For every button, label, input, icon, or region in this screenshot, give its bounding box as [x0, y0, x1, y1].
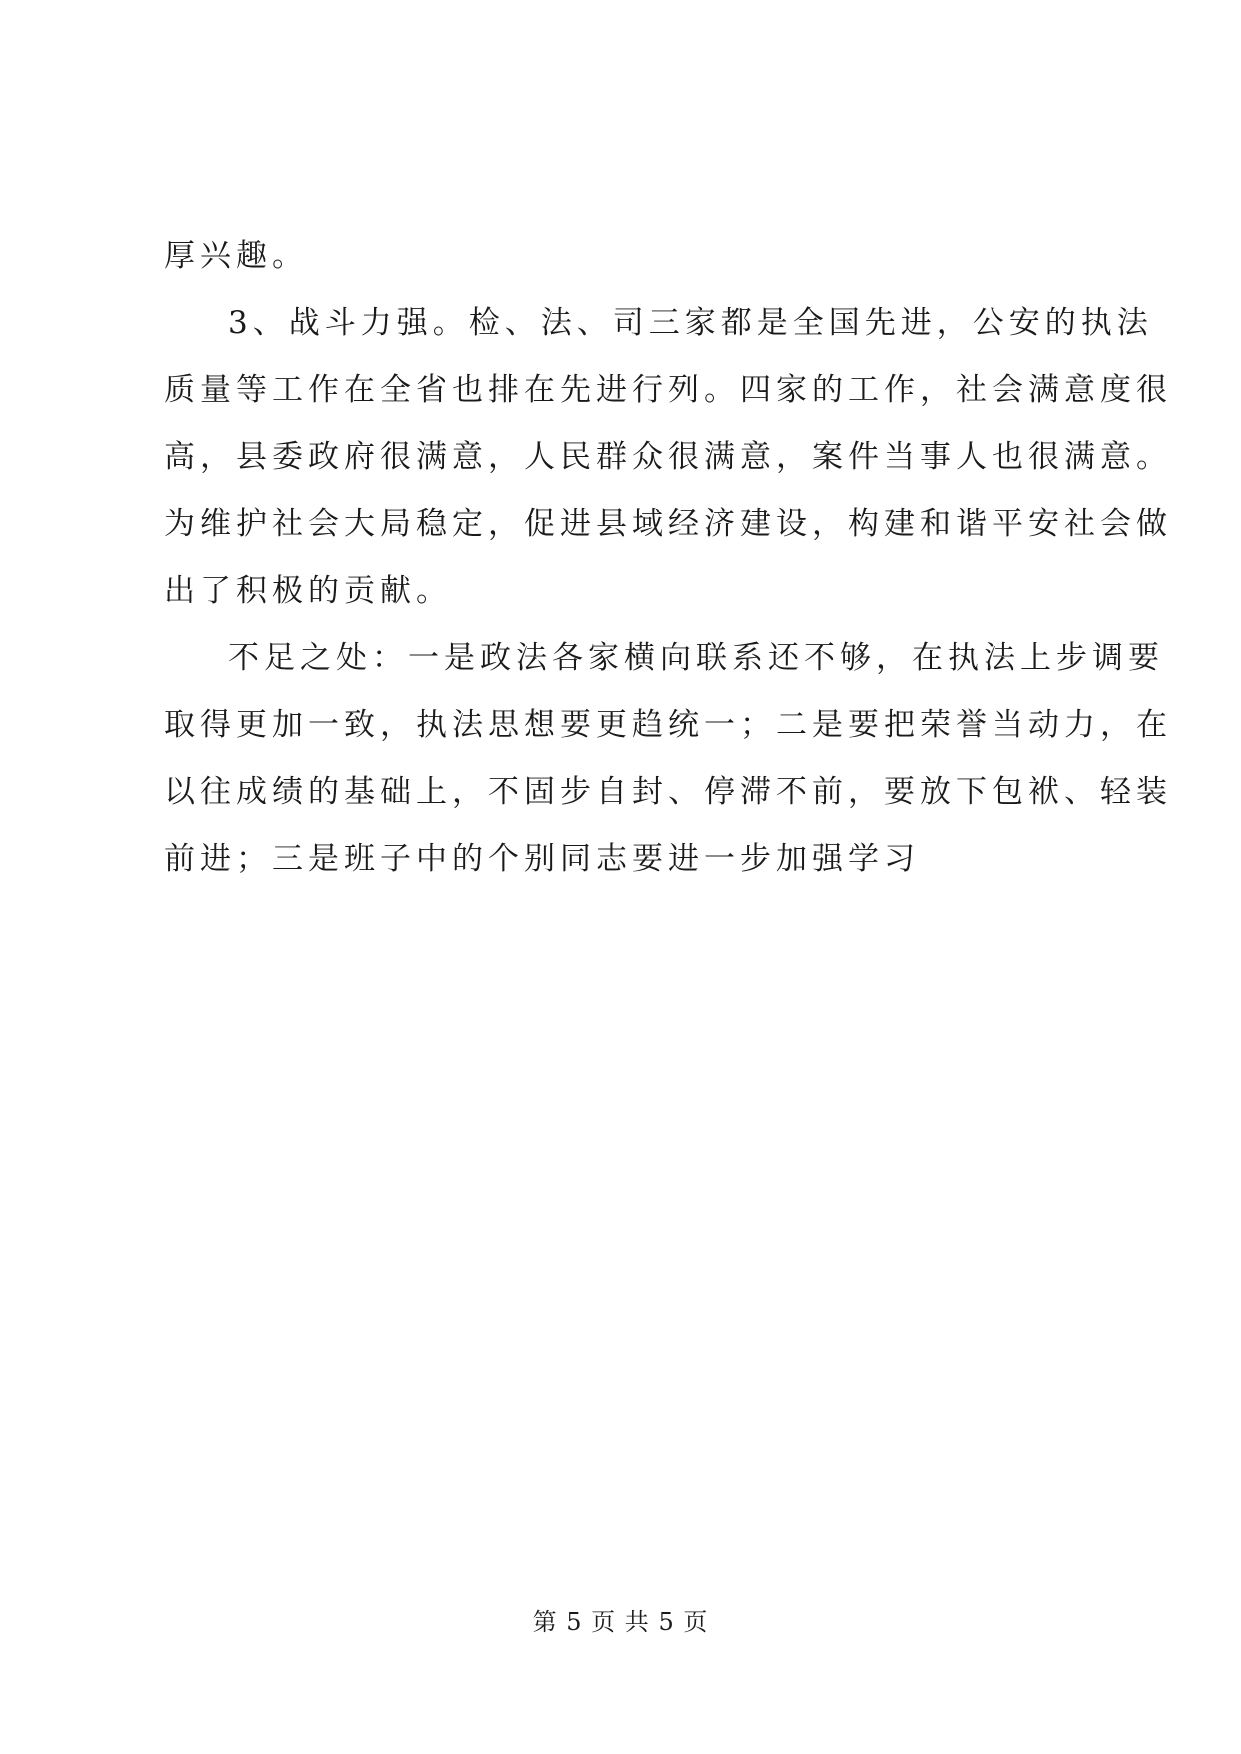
text-line: 3、战斗力强。检、法、司三家都是全国先进，公安的执法 — [228, 305, 1153, 341]
text-line: 质量等工作在全省也排在先进行列。四家的工作，社会满意度很 — [164, 372, 1172, 408]
text-line: 为维护社会大局稳定，促进县域经济建设，构建和谐平安社会做 — [164, 506, 1172, 542]
text-line: 取得更加一致，执法思想要更趋统一；二是要把荣誉当动力，在 — [164, 707, 1172, 743]
text-line: 以往成绩的基础上，不固步自封、停滞不前，要放下包袱、轻装 — [164, 774, 1172, 810]
text-line: 出了积极的贡献。 — [164, 573, 452, 609]
text-line: 高，县委政府很满意，人民群众很满意，案件当事人也很满意。 — [164, 439, 1172, 475]
page-number-footer: 第 5 页 共 5 页 — [532, 1608, 709, 1636]
text-line: 前进；三是班子中的个别同志要进一步加强学习 — [164, 841, 920, 877]
text-line: 厚兴趣。 — [164, 238, 308, 274]
text-line: 不足之处：一是政法各家横向联系还不够，在执法上步调要 — [228, 640, 1164, 676]
